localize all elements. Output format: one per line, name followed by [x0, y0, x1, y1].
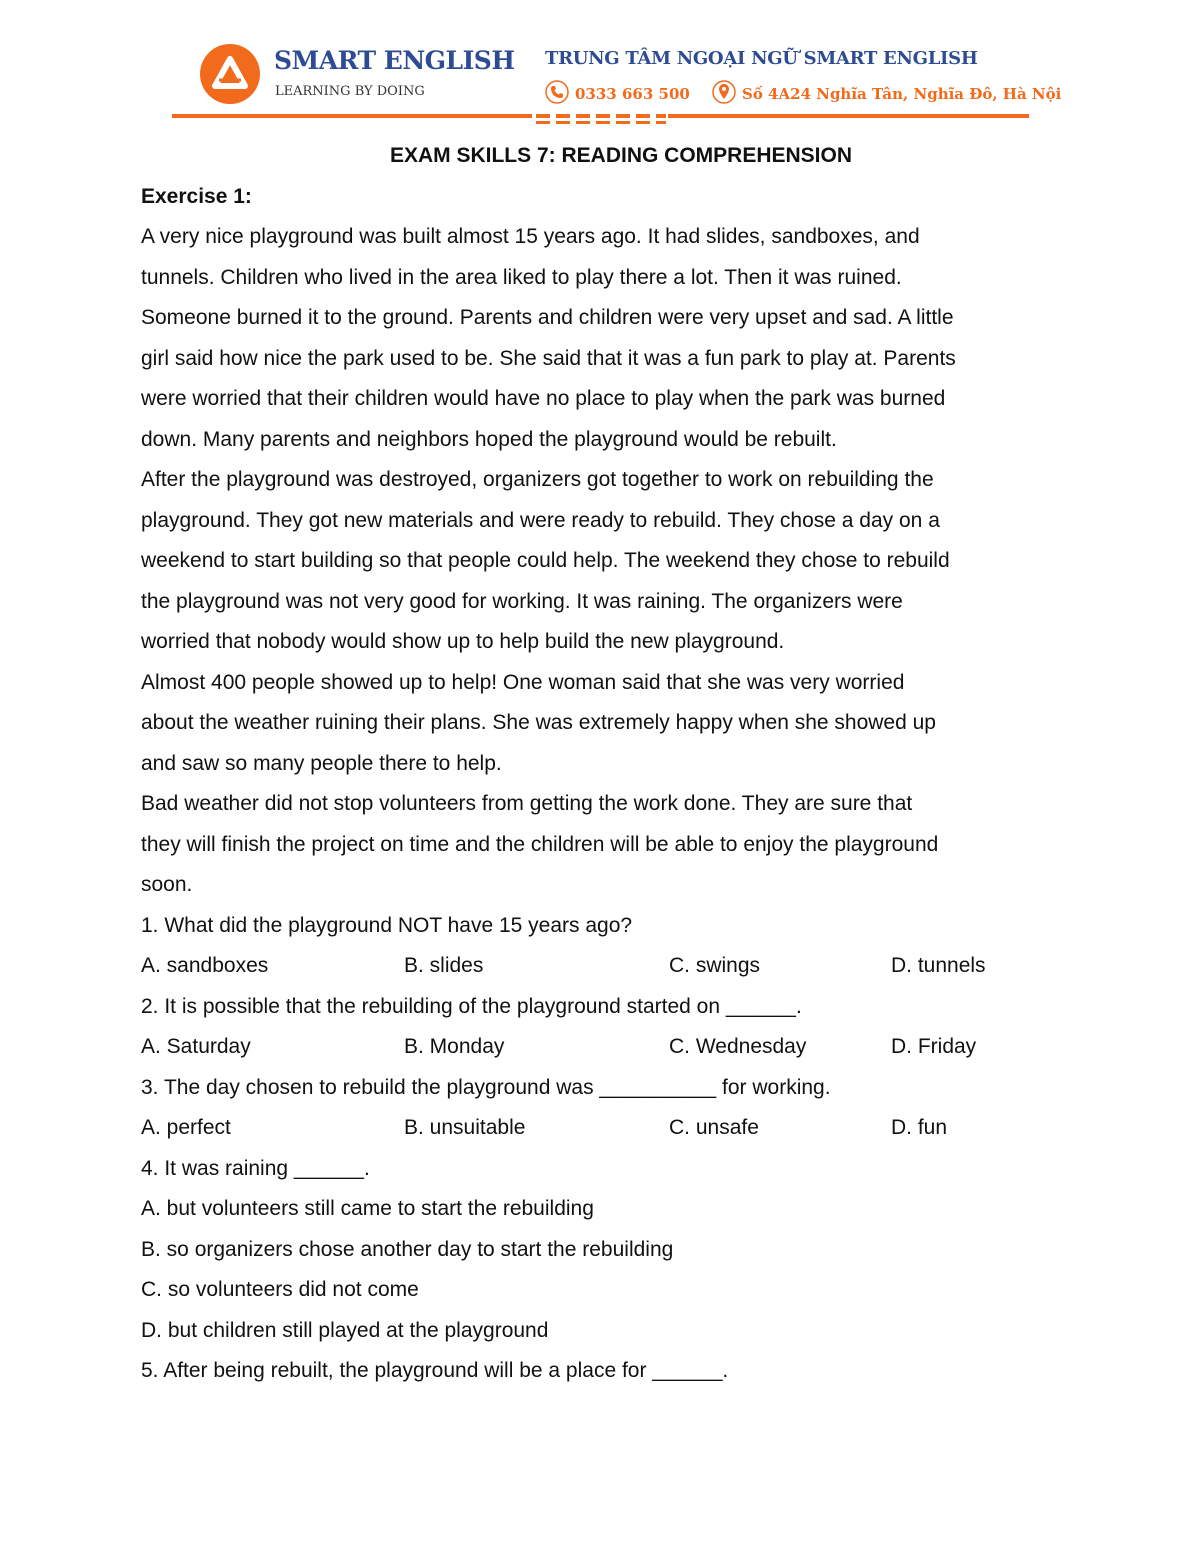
- answer-options: [141, 1108, 1071, 1149]
- logo-triangle-icon: [200, 44, 260, 104]
- passage-line: After the playground was destroyed, organizers got together to work on rebuilding the: [141, 468, 934, 491]
- option-a: A. but volunteers still came to start the rebuilding: [141, 1197, 594, 1220]
- passage-line: the playground was not very good for working. It was raining. The organizers were: [141, 589, 903, 613]
- center-name: TRUNG TÂM NGOẠI NGỮ SMART ENGLISH: [545, 48, 978, 69]
- contact-address: [712, 80, 1061, 104]
- page-header: [0, 0, 1200, 130]
- exercise-label: Exercise 1:: [141, 184, 252, 208]
- passage-line: Bad weather did not stop volunteers from getting the work done. They are sure that: [141, 792, 913, 815]
- question-text: 3. The day chosen to rebuild the playground was __________ for working.: [141, 1075, 831, 1099]
- passage-line: Someone burned it to the ground. Parents and children were very upset and sad. A little: [141, 306, 954, 329]
- option-c: C. Wednesday: [669, 1035, 807, 1058]
- option-c: C. so volunteers did not come: [141, 1278, 419, 1301]
- option-d: D. Friday: [891, 1035, 977, 1058]
- document-body: [141, 136, 1071, 1392]
- option-b: B. unsuitable: [404, 1116, 526, 1139]
- exam-title: EXAM SKILLS 7: READING COMPREHENSION: [389, 144, 853, 167]
- passage-line: Almost 400 people showed up to help! One woman said that she was very worried: [141, 670, 905, 694]
- question-2: [141, 987, 1071, 1068]
- passage-line: and saw so many people there to help.: [141, 751, 502, 775]
- option-d: D. tunnels: [891, 954, 986, 977]
- option-c: C. unsafe: [669, 1116, 759, 1139]
- question-text: 2. It is possible that the rebuilding of the playground started on ______.: [141, 994, 802, 1018]
- option-a: A. sandboxes: [141, 954, 269, 977]
- question-5: [141, 1351, 1071, 1392]
- address-text: Số 4A24 Nghĩa Tân, Nghĩa Đô, Hà Nội: [742, 85, 1062, 103]
- passage-line: down. Many parents and neighbors hoped the playground would be rebuilt.: [141, 427, 837, 451]
- phone-number: 0333 663 500: [575, 85, 690, 103]
- location-pin-icon: [712, 80, 736, 108]
- header-rule-dashes: [536, 114, 666, 118]
- question-4: [141, 1149, 1071, 1352]
- header-rule-left: [172, 114, 532, 118]
- answer-options: [141, 946, 1071, 987]
- option-c: C. swings: [669, 954, 761, 977]
- header-rule-dashes-lower: [536, 121, 666, 124]
- option-b: B. Monday: [404, 1035, 505, 1058]
- option-d: D. fun: [891, 1116, 948, 1139]
- option-a: A. Saturday: [141, 1035, 251, 1058]
- reading-passage: [141, 217, 1071, 906]
- passage-line: soon.: [141, 873, 193, 896]
- passage-line: girl said how nice the park used to be. She said that it was a fun park to play at. Parents: [141, 346, 956, 370]
- answer-options: [141, 1027, 1071, 1068]
- phone-icon: [545, 80, 569, 108]
- question-1: [141, 906, 1071, 987]
- passage-line: about the weather ruining their plans. She was extremely happy when she showed up: [141, 711, 936, 734]
- header-rule-right: [668, 114, 1029, 118]
- passage-line: were worried that their children would have no place to play when the park was burned: [141, 387, 946, 410]
- brand-name: SMART ENGLISH: [274, 46, 515, 75]
- brand-tagline: LEARNING BY DOING: [275, 84, 425, 99]
- passage-line: playground. They got new materials and were ready to rebuild. They chose a day on a: [141, 508, 940, 532]
- passage-line: they will finish the project on time and the children will be able to enjoy the playground: [141, 832, 939, 856]
- passage-line: tunnels. Children who lived in the area liked to play there a lot. Then it was ruined.: [141, 265, 902, 289]
- contact-phone: [545, 80, 690, 104]
- passage-line: worried that nobody would show up to help build the new playground.: [141, 630, 785, 653]
- passage-line: A very nice playground was built almost 15 years ago. It had slides, sandboxes, and: [141, 225, 920, 248]
- option-b: B. so organizers chose another day to start the rebuilding: [141, 1237, 674, 1261]
- question-text: 4. It was raining ______.: [141, 1156, 370, 1180]
- option-d: D. but children still played at the playground: [141, 1318, 549, 1342]
- question-3: [141, 1068, 1071, 1149]
- option-a: A. perfect: [141, 1116, 231, 1139]
- passage-line: weekend to start building so that people could help. The weekend they chose to rebuild: [141, 549, 950, 572]
- question-text: 1. What did the playground NOT have 15 years ago?: [141, 913, 633, 937]
- option-b: B. slides: [404, 954, 484, 977]
- question-text: 5. After being rebuilt, the playground will be a place for ______.: [141, 1359, 729, 1382]
